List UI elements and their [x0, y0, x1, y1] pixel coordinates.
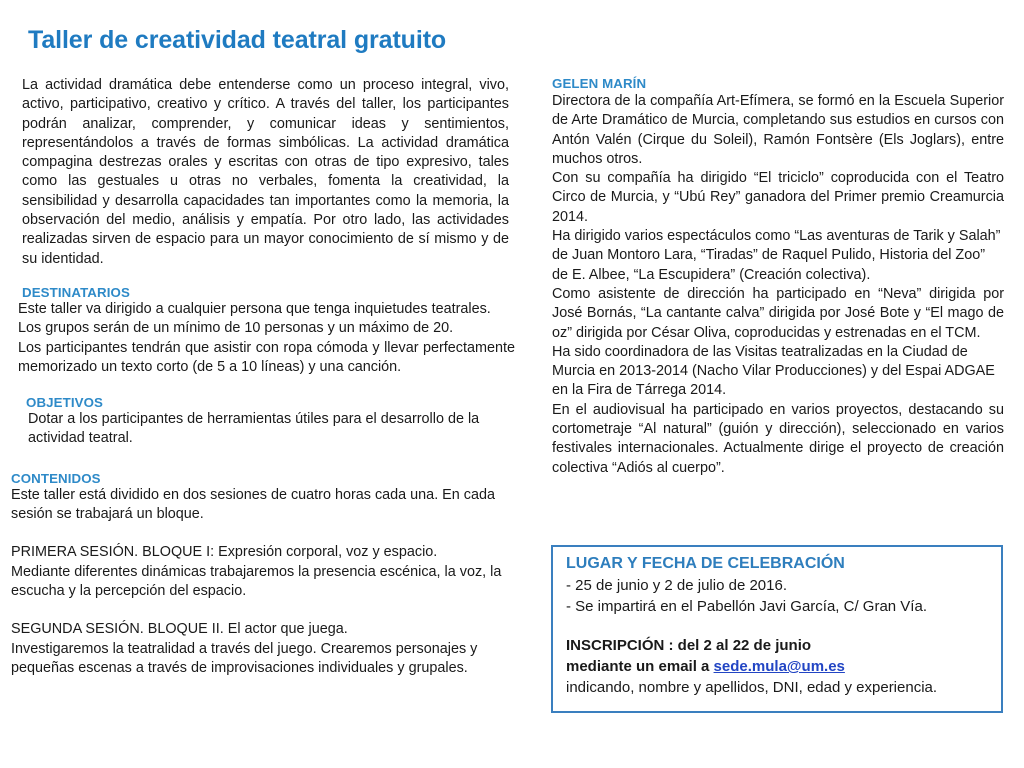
section-heading-gelen-marin: GELEN MARÍN — [552, 76, 647, 91]
bio-paragraph-5: Ha sido coordinadora de las Visitas teatralizadas en la Ciudad de Murcia en 2013-2014 (Nacho Vilar Producciones) y del Espai ADGAE en la Fira de Tárrega 2014. — [552, 343, 995, 399]
section-destinatarios — [18, 285, 515, 377]
info-box-inscription-line: INSCRIPCIÓN : del 2 al 22 de junio — [566, 637, 812, 654]
info-box-spacer — [566, 617, 989, 635]
objetivos-body: Dotar a los participantes de herramientas útiles para el desarrollo de la actividad teatral. — [28, 411, 480, 447]
bio-paragraph-6: En el audiovisual ha participado en varios proyectos, destacando su cortometraje “Al natural” (guión y dirección), seleccionado en varios festivales internacionales. Actualmente dirige el proyecto de creación colectiva “Adiós al cuerpo”. — [552, 401, 1004, 476]
info-box-final-line: indicando, nombre y apellidos, DNI, edad y experiencia. — [566, 679, 938, 696]
sesion2-title: SEGUNDA SESIÓN. BLOQUE II. El actor que juega. — [11, 621, 348, 638]
page-title: Taller de creatividad teatral gratuito — [28, 26, 447, 54]
contenidos-body: Este taller está dividido en dos sesiones de cuatro horas cada una. En cada sesión se trabajará un bloque. — [11, 486, 495, 523]
destinatarios-line-2: Los grupos serán de un mínimo de 10 personas y un máximo de 20. — [18, 320, 454, 337]
section-heading-contenidos: CONTENIDOS — [11, 470, 101, 486]
right-column — [552, 76, 1004, 478]
section-sesion-segunda — [11, 620, 515, 678]
section-contenidos — [11, 471, 515, 525]
email-link[interactable]: sede.mula@um.es — [713, 658, 845, 675]
left-column — [10, 76, 515, 678]
destinatarios-line-1: Este taller va dirigido a cualquier persona que tenga inquietudes teatrales. — [18, 300, 491, 317]
bio-paragraph-4: Como asistente de dirección ha participado en “Neva” dirigida por José Bornás, “La cantante calva” dirigida por José Bote y “El mago de oz” dirigida por César Oliva, coproducidas y estrenadas en el TCM. — [552, 285, 1004, 341]
bio-paragraph-2: Con su compañía ha dirigido “El triciclo” coproducida con el Teatro Circo de Murcia, y “Ubú Rey” ganadora del Primer premio Creamurcia 2014. — [552, 170, 1004, 225]
bio-paragraph-1: Directora de la compañía Art-Efímera, se formó en la Escuela Superior de Arte Dramático de Murcia, completando sus estudios en cursos con Antón Valén (Cirque du Soleil), Ramón Fontsère (Els Joglars), entre muchos otros. — [552, 93, 1004, 167]
section-heading-destinatarios: DESTINATARIOS — [22, 284, 130, 300]
info-box-email-line — [566, 656, 989, 677]
info-box-email-prefix: mediante un email a — [566, 658, 714, 675]
info-box-heading: LUGAR Y FECHA DE CELEBRACIÓN — [566, 555, 845, 572]
section-objetivos — [18, 395, 515, 449]
bio-paragraph-3: Ha dirigido varios espectáculos como “Las aventuras de Tarik y Salah” de Juan Montoro Lara, “Tiradas” de Raquel Pulido, Historia del Zoo” de E. Albee, “La Escupidera” (Creación colectiva). — [552, 228, 1001, 283]
sesion2-body: Investigaremos la teatralidad a través del juego. Crearemos personajes y pequeñas escenas a través de improvisaciones individuales y grupales. — [11, 640, 478, 676]
info-box-date-line: - 25 de junio y 2 de julio de 2016. — [566, 577, 787, 594]
section-heading-objetivos: OBJETIVOS — [26, 395, 104, 411]
info-box-place-line: - Se impartirá en el Pabellón Javi García, C/ Gran Vía. — [566, 598, 927, 615]
intro-paragraph: La actividad dramática debe entenderse como un proceso integral, vivo, activo, participativo, creativo y crítico. A través del taller, los participantes podrán analizar, comprender, y comunicar ideas y sentimientos, representándolos a través de formas simbólicas. La actividad dramática compagina destrezas orales y escritas con otras de tipo expresivo, tales como las gestuales u otras no verbales, fomenta la creatividad, la sensibilidad y desarrolla capacidades tan importantes como la memoria, la observación del medio, análisis y empatía. Por otro lado, las actividades realizadas sirven de espacio para un mayor conocimiento de sí mismo y de su identidad. — [22, 77, 509, 267]
sesion1-body: Mediante diferentes dinámicas trabajaremos la presencia escénica, la voz, la escucha y la percepción del espacio. — [11, 563, 502, 599]
sesion1-title: PRIMERA SESIÓN. BLOQUE I: Expresión corporal, voz y espacio. — [11, 544, 438, 561]
info-box-lugar-fecha — [551, 545, 1003, 713]
destinatarios-line-3: Los participantes tendrán que asistir con ropa cómoda y llevar perfectamente memorizado un texto corto (de 5 a 10 líneas) y una canción. — [18, 339, 515, 375]
section-sesion-primera — [11, 543, 515, 601]
